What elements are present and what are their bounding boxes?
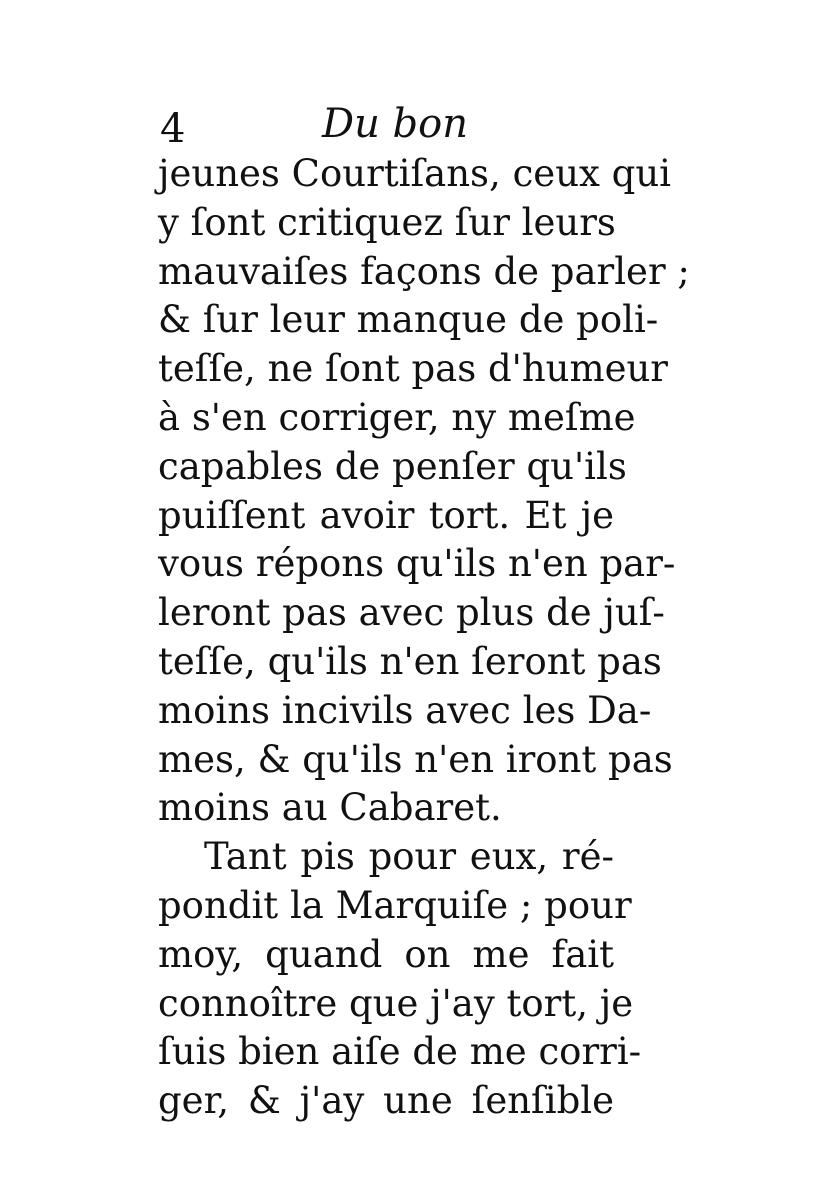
running-title: Du bon [322, 101, 468, 147]
text-line: à s'en corriger, ny meſme [158, 395, 636, 439]
text-line: mauvaiſes façons de parler ; [158, 249, 690, 293]
body-text [158, 150, 690, 1126]
text-line: connoître que j'ay tort, je [158, 981, 634, 1025]
paragraph-start-line: Tant pis pour eux, ré- [204, 835, 614, 879]
text-line: & ſur leur manque de poli- [158, 298, 659, 342]
text-line: moy, quand on me fait [158, 932, 614, 976]
text-line: puiſſent avoir tort. Et je [158, 493, 614, 537]
text-line: teſſe, ne ſont pas d'humeur [158, 347, 668, 391]
text-line: leront pas avec plus de juſ- [158, 591, 665, 635]
text-line: ſuis bien aiſe de me corri- [158, 1030, 642, 1074]
text-line: pondit la Marquiſe ; pour [158, 883, 632, 927]
paragraph-end-line: moins au Cabaret. [158, 786, 502, 830]
text-line: y ſont critiquez ſur leurs [158, 200, 616, 244]
text-line: ger, & j'ay une ſenſible [158, 1079, 614, 1123]
page-number: 4 [160, 106, 186, 152]
text-line: jeunes Courtiſans, ceux qui [158, 152, 671, 195]
text-line: capables de penſer qu'ils [158, 444, 627, 488]
text-line: vous répons qu'ils n'en par- [158, 542, 676, 586]
text-line: teſſe, qu'ils n'en ſeront pas [158, 639, 662, 683]
text-line: moins incivils avec les Da- [158, 688, 652, 732]
text-line: mes, & qu'ils n'en iront pas [158, 737, 673, 781]
